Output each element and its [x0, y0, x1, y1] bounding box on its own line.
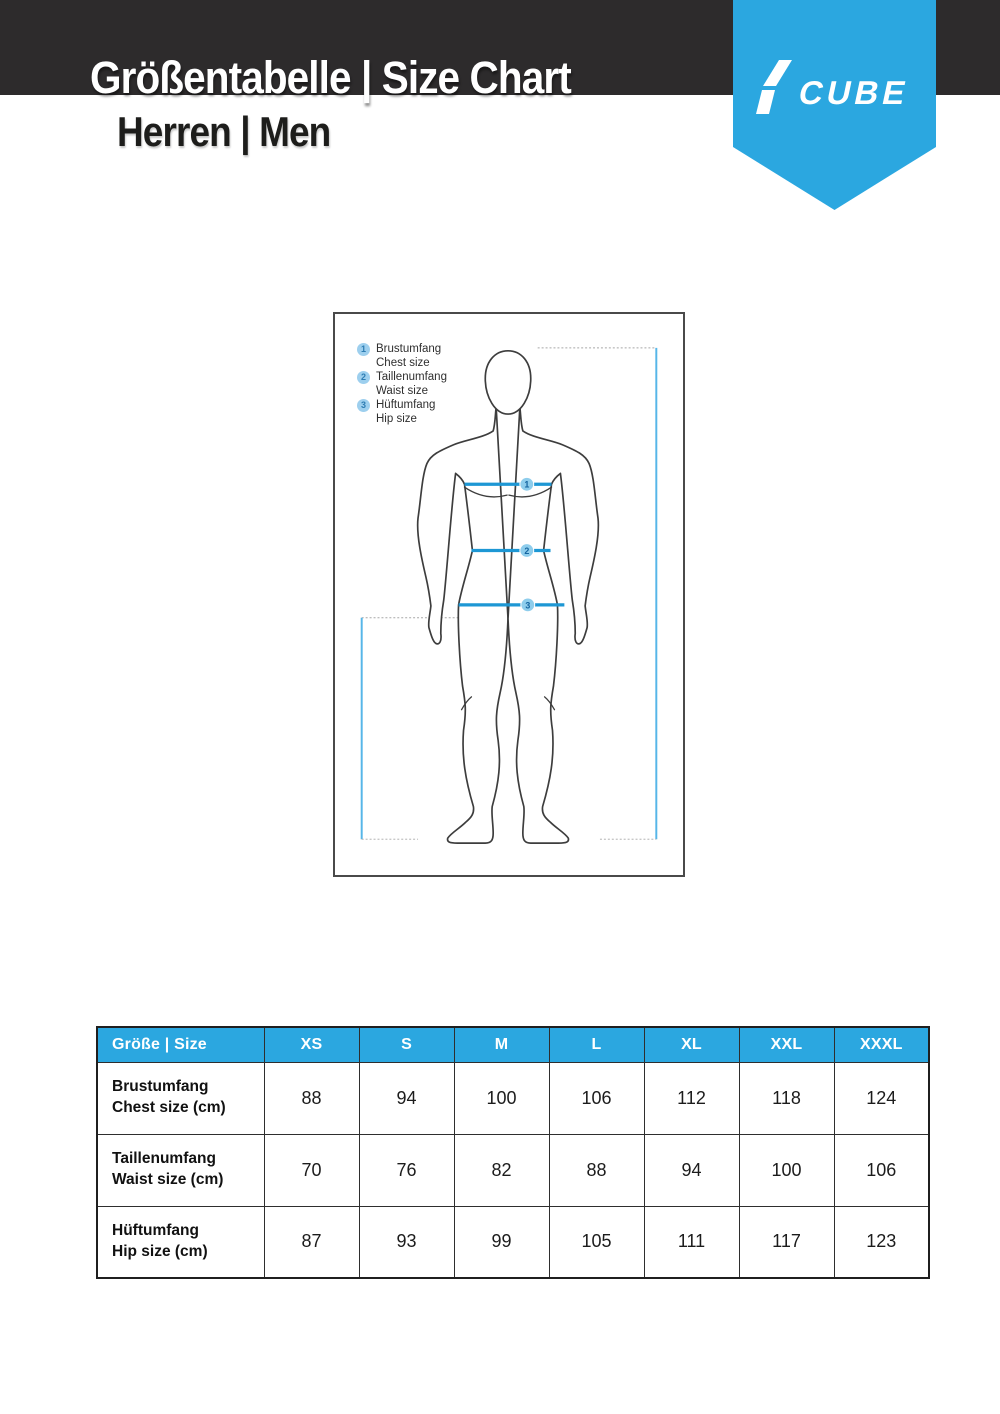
value-cell: 99	[454, 1206, 549, 1278]
legend-label-de: Hüftumfang	[376, 399, 436, 411]
value-cell: 76	[359, 1134, 454, 1206]
legend-label-hip	[376, 398, 435, 426]
brand-ribbon	[733, 0, 936, 211]
header-cell-l: L	[549, 1027, 644, 1062]
value-cell: 105	[549, 1206, 644, 1278]
legend-label-de: Taillenumfang	[376, 371, 447, 383]
table-row-waist	[97, 1134, 929, 1206]
row-label-waist	[97, 1134, 264, 1206]
row-label-en: Hip size (cm)	[112, 1242, 208, 1260]
value-cell: 94	[359, 1062, 454, 1134]
legend-label-en: Chest size	[376, 357, 430, 369]
value-cell: 123	[834, 1206, 929, 1278]
hip-line-badge: 3	[525, 600, 531, 611]
table-header-row	[97, 1027, 929, 1062]
value-cell: 106	[834, 1134, 929, 1206]
legend-badge-2: 2	[357, 371, 370, 384]
legend-badge-3: 3	[357, 399, 370, 412]
chest-line-badge: 1	[524, 479, 530, 490]
waist-line-badge: 2	[524, 545, 530, 556]
head-outline	[485, 351, 530, 414]
diagram-legend	[357, 342, 447, 426]
header-cell-xs: XS	[264, 1027, 359, 1062]
legend-label-en: Waist size	[376, 385, 428, 397]
value-cell: 117	[739, 1206, 834, 1278]
value-cell: 118	[739, 1062, 834, 1134]
value-cell: 106	[549, 1062, 644, 1134]
legend-label-en: Hip size	[376, 413, 417, 425]
row-label-hip	[97, 1206, 264, 1278]
value-cell: 94	[644, 1134, 739, 1206]
value-cell: 93	[359, 1206, 454, 1278]
value-cell: 87	[264, 1206, 359, 1278]
header-cell-xl: XL	[644, 1027, 739, 1062]
table-row-chest	[97, 1062, 929, 1134]
logo-text: CUBE	[795, 75, 913, 112]
header-cell-xxxl: XXXL	[834, 1027, 929, 1062]
page-title: Größentabelle | Size Chart	[90, 52, 571, 103]
row-label-de: Taillenumfang	[112, 1150, 216, 1168]
size-table	[96, 1026, 930, 1279]
value-cell: 112	[644, 1062, 739, 1134]
header-cell-m: M	[454, 1027, 549, 1062]
legend-label-waist	[376, 370, 447, 398]
header-cell-size: Größe | Size	[97, 1027, 264, 1062]
value-cell: 100	[739, 1134, 834, 1206]
row-label-de: Hüftumfang	[112, 1221, 199, 1239]
value-cell: 88	[549, 1134, 644, 1206]
legend-item-chest	[357, 342, 447, 370]
value-cell: 70	[264, 1134, 359, 1206]
size-diagram	[333, 312, 685, 877]
legend-label-chest	[376, 342, 441, 370]
page-subtitle: Herren | Men	[117, 108, 331, 155]
table-row-hip	[97, 1206, 929, 1278]
row-label-en: Waist size (cm)	[112, 1171, 224, 1188]
legend-label-de: Brustumfang	[376, 343, 442, 355]
value-cell: 88	[264, 1062, 359, 1134]
row-label-de: Brustumfang	[112, 1078, 209, 1096]
value-cell: 111	[644, 1206, 739, 1278]
legend-item-hip	[357, 398, 447, 426]
value-cell: 100	[454, 1062, 549, 1134]
legend-item-waist	[357, 370, 447, 398]
header-cell-xxl: XXL	[739, 1027, 834, 1062]
row-label-en: Chest size (cm)	[112, 1099, 226, 1116]
legend-badge-1: 1	[357, 343, 370, 356]
value-cell: 124	[834, 1062, 929, 1134]
header-cell-s: S	[359, 1027, 454, 1062]
row-label-chest	[97, 1062, 264, 1134]
value-cell: 82	[454, 1134, 549, 1206]
